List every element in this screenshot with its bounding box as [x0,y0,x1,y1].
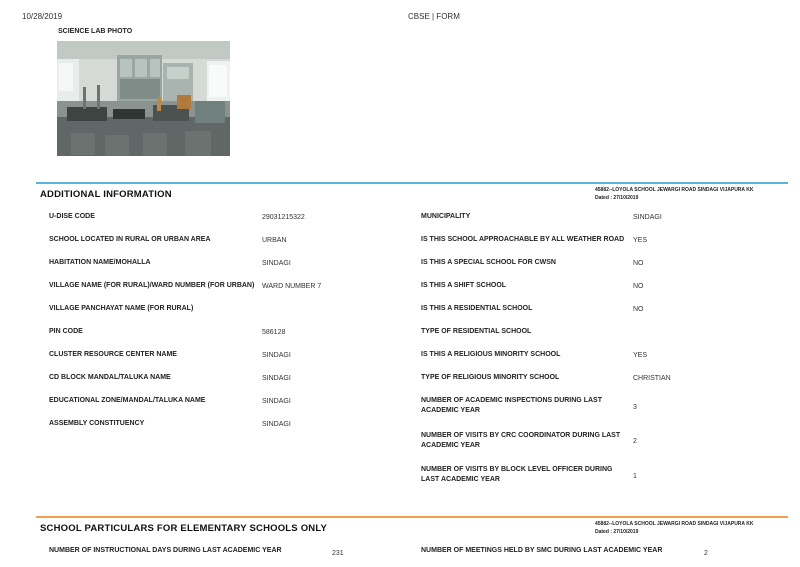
field-label-religious-minority: IS THIS A RELIGIOUS MINORITY SCHOOL [421,351,561,358]
field-value-assembly-constituency: SINDAGI [262,421,291,428]
additional-meta-dated: Dated : 27/10/2019 [595,195,639,201]
field-value-habitation: SINDAGI [262,260,291,267]
page-header-title: CBSE | FORM [408,12,460,21]
elementary-section-meta [595,520,753,536]
field-value-instructional-days: 231 [332,550,344,557]
field-label-municipality: MUNICIPALITY [421,213,471,220]
field-label-shift-school: IS THIS A SHIFT SCHOOL [421,282,507,289]
field-value-rural-urban: URBAN [262,237,287,244]
field-label-residential-school-type: TYPE OF RESIDENTIAL SCHOOL [421,328,532,335]
additional-information-divider [36,182,788,184]
field-value-academic-inspections: 3 [633,404,637,411]
field-label-village-panchayat: VILLAGE PANCHAYAT NAME (FOR RURAL) [49,305,194,312]
field-value-religious-minority: YES [633,352,648,359]
field-value-crc-visits: 2 [633,438,637,445]
field-label-educational-zone: EDUCATIONAL ZONE/MANDAL/TALUKA NAME [49,397,206,404]
field-label-smc-meetings: NUMBER OF MEETINGS HELD BY SMC DURING LAST ACADEMIC YEAR [421,547,663,554]
field-value-pin-code: 586128 [262,329,286,336]
field-value-residential-school: NO [633,306,644,313]
field-value-shift-school: NO [633,283,644,290]
field-value-cluster-resource-center: SINDAGI [262,352,291,359]
field-label-all-weather-road: IS THIS SCHOOL APPROACHABLE BY ALL WEATHER ROAD [421,236,625,243]
field-label-rural-urban: SCHOOL LOCATED IN RURAL OR URBAN AREA [49,236,211,243]
field-label-academic-inspections: NUMBER OF ACADEMIC INSPECTIONS DURING LAST ACADEMIC YEAR [421,397,602,414]
science-lab-photo [57,41,230,156]
field-label-cd-block: CD BLOCK MANDAL/TALUKA NAME [49,374,171,381]
field-label-residential-school: IS THIS A RESIDENTIAL SCHOOL [421,305,533,312]
field-label-block-officer-visits: NUMBER OF VISITS BY BLOCK LEVEL OFFICER DURING LAST ACADEMIC YEAR [421,466,613,483]
science-lab-photo-label: SCIENCE LAB PHOTO [58,28,133,35]
elementary-section-title: SCHOOL PARTICULARS FOR ELEMENTARY SCHOOLS ONLY [40,523,328,534]
field-value-village-ward: WARD NUMBER 7 [262,283,322,290]
field-value-municipality: SINDAGI [633,214,662,221]
additional-meta-school: 45882--LOYOLA SCHOOL JEWARGI ROAD SINDAGI VIJAPURA KK [595,187,754,193]
field-label-habitation: HABITATION NAME/MOHALLA [49,259,151,266]
elementary-meta-dated: Dated : 27/10/2019 [595,529,639,535]
additional-information-meta [595,186,753,202]
field-label-instructional-days: NUMBER OF INSTRUCTIONAL DAYS DURING LAST ACADEMIC YEAR [49,547,282,554]
field-label-cluster-resource-center: CLUSTER RESOURCE CENTER NAME [49,351,177,358]
field-value-block-officer-visits: 1 [633,473,637,480]
field-value-religious-minority-type: CHRISTIAN [633,375,671,382]
field-value-educational-zone: SINDAGI [262,398,291,405]
field-value-special-school-cwsn: NO [633,260,644,267]
elementary-meta-school: 45882--LOYOLA SCHOOL JEWARGI ROAD SINDAGI VIJAPURA KK [595,521,754,527]
print-date: 10/28/2019 [22,12,63,21]
field-label-special-school-cwsn: IS THIS A SPECIAL SCHOOL FOR CWSN [421,259,556,266]
field-value-all-weather-road: YES [633,237,648,244]
additional-information-title: ADDITIONAL INFORMATION [40,189,172,200]
field-label-assembly-constituency: ASSEMBLY CONSTITUENCY [49,420,145,427]
field-value-udise-code: 29031215322 [262,214,305,221]
field-label-religious-minority-type: TYPE OF RELIGIOUS MINORITY SCHOOL [421,374,560,381]
field-value-cd-block: SINDAGI [262,375,291,382]
field-label-udise-code: U-DISE CODE [49,213,95,220]
field-value-smc-meetings: 2 [704,550,708,557]
field-label-crc-visits: NUMBER OF VISITS BY CRC COORDINATOR DURING LAST ACADEMIC YEAR [421,432,621,449]
science-lab-photo-image [57,41,230,156]
field-label-village-ward: VILLAGE NAME (FOR RURAL)/WARD NUMBER (FOR URBAN) [49,282,255,289]
field-label-pin-code: PIN CODE [49,328,83,335]
elementary-section-divider [36,516,788,518]
